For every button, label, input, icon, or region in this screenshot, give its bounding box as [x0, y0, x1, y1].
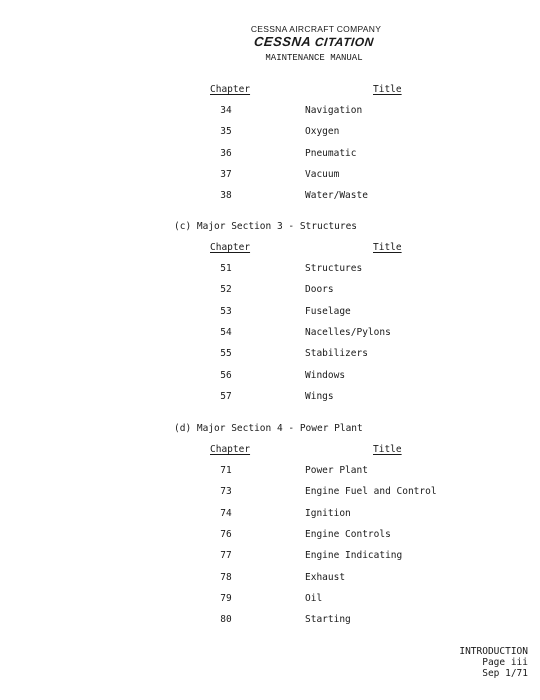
title-column-header: Title — [373, 242, 402, 253]
chapter-column-header: Chapter — [210, 242, 251, 253]
chapter-title: Wings — [305, 390, 334, 402]
chapter-number: 80 — [220, 614, 232, 626]
chapter-title: Vacuum — [305, 168, 340, 180]
chapter-number: 37 — [220, 168, 232, 180]
chapter-title: Doors — [305, 284, 334, 296]
chapter-number: 73 — [220, 486, 232, 498]
page-footer — [459, 646, 528, 679]
chapter-title: Power Plant — [305, 465, 368, 476]
chapter-title: Starting — [305, 614, 351, 626]
chapter-number: 79 — [220, 592, 232, 604]
chapter-number: 38 — [220, 190, 232, 202]
chapter-title: Oil — [305, 592, 323, 604]
chapter-number: 35 — [220, 126, 232, 138]
logo-cessna: CESSNA — [253, 34, 312, 49]
footer-section: INTRODUCTION — [459, 646, 528, 657]
chapter-title: Fuselage — [305, 305, 351, 317]
chapter-number: 56 — [220, 369, 232, 381]
logo-citation: CITATION — [314, 35, 375, 49]
chapter-number: 54 — [220, 326, 232, 338]
chapter-title: Windows — [305, 369, 346, 381]
chapter-number: 36 — [220, 147, 232, 159]
citation-logo — [0, 34, 540, 49]
chapter-title: Oxygen — [305, 126, 340, 138]
chapter-number: 34 — [220, 105, 232, 116]
title-column-header: Title — [373, 84, 402, 95]
chapter-number: 55 — [220, 348, 232, 360]
chapter-number: 71 — [220, 465, 232, 476]
chapter-number: 78 — [220, 571, 232, 583]
chapter-number: 57 — [220, 390, 232, 402]
chapter-title: Engine Controls — [305, 528, 391, 540]
chapter-number: 52 — [220, 284, 232, 296]
section-c-heading: (c) Major Section 3 - Structures — [174, 221, 358, 232]
chapter-number: 76 — [220, 528, 232, 540]
company-name: CESSNA AIRCRAFT COMPANY — [250, 24, 382, 34]
chapter-title: Pneumatic — [305, 147, 357, 159]
manual-title: MAINTENANCE MANUAL — [265, 53, 363, 63]
chapter-number: 51 — [220, 263, 232, 274]
chapter-title: Engine Fuel and Control — [305, 486, 437, 498]
chapter-column-header: Chapter — [210, 84, 251, 95]
chapter-number: 77 — [220, 550, 232, 562]
chapter-title: Structures — [305, 263, 363, 274]
footer-page-number: Page iii — [482, 657, 528, 668]
chapter-title: Engine Indicating — [305, 550, 403, 562]
chapter-title: Stabilizers — [305, 348, 368, 360]
chapter-title: Navigation — [305, 105, 363, 116]
chapter-number: 74 — [220, 507, 232, 519]
chapter-number: 53 — [220, 305, 232, 317]
chapter-title: Ignition — [305, 507, 351, 519]
chapter-column-header: Chapter — [210, 444, 251, 455]
footer-date: Sep 1/71 — [482, 668, 528, 679]
title-column-header: Title — [373, 444, 402, 455]
chapter-title: Exhaust — [305, 571, 346, 583]
chapter-title: Water/Waste — [305, 190, 368, 202]
section-d-heading: (d) Major Section 4 - Power Plant — [174, 423, 363, 434]
chapter-title: Nacelles/Pylons — [305, 326, 391, 338]
